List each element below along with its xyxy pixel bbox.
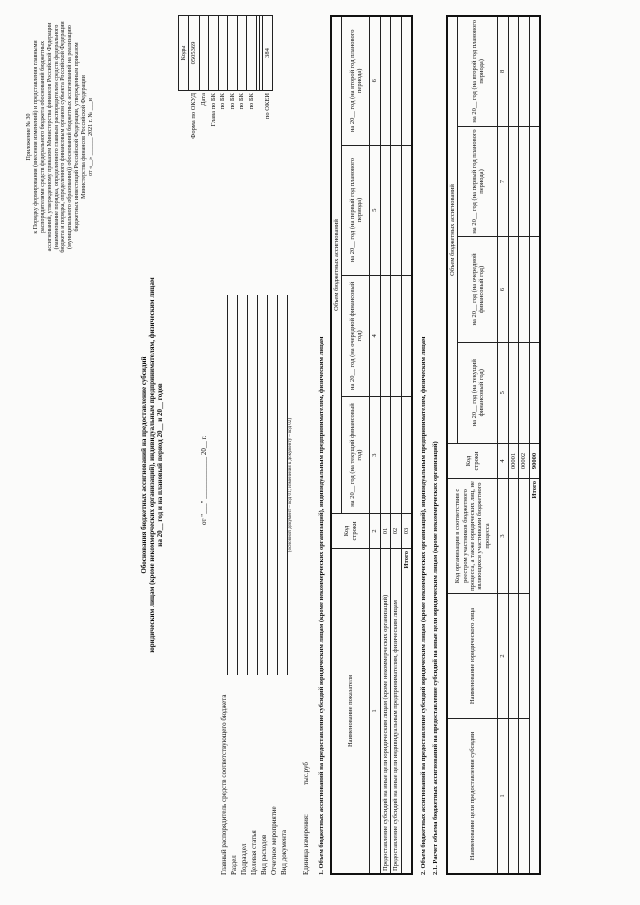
value-cell[interactable]	[508, 719, 518, 875]
total-label: Итого	[529, 479, 540, 875]
total-label: Итого	[401, 549, 412, 875]
appendix-date: от «__» ______ 2021 г. № ___н	[88, 98, 95, 176]
header-field-label: Вид расходов	[259, 834, 268, 875]
codes-value: 384	[262, 16, 272, 91]
row-code: 01	[380, 514, 390, 549]
col-header-year: на 20__ год (на текущий финансовый год)	[458, 342, 498, 443]
value-cell[interactable]	[519, 126, 529, 237]
col-number: 5	[498, 342, 508, 443]
codes-label: Форма по ОКУД	[190, 93, 198, 139]
value-cell[interactable]	[391, 16, 401, 145]
col-number: 4	[370, 275, 380, 396]
col-header-year: на 20__ год (на первый год планового периода)	[342, 145, 370, 275]
value-cell[interactable]	[519, 479, 529, 594]
header-field-line[interactable]	[279, 295, 288, 675]
codes-value	[247, 16, 256, 91]
appendix-block	[26, 17, 95, 257]
value-cell[interactable]	[391, 275, 401, 396]
value-cell[interactable]	[401, 397, 412, 514]
codes-value	[218, 16, 227, 91]
codes-header: Коды	[179, 16, 189, 91]
value-cell[interactable]	[529, 126, 540, 237]
appendix-line: бюджетных инвестиций Российской Федерации, утвержденным приказом	[74, 42, 81, 232]
header-field-label: Главный распорядитель средств соответствующего бюджета	[219, 694, 228, 875]
row-code: 02	[391, 514, 401, 549]
codes-value	[209, 16, 218, 91]
col-number: 8	[498, 16, 508, 126]
unit-value: тыс.руб	[301, 762, 310, 785]
unit-row	[302, 295, 310, 875]
value-cell[interactable]	[529, 342, 540, 443]
value-cell[interactable]	[529, 16, 540, 126]
table-row	[508, 16, 518, 874]
total-row	[529, 16, 540, 874]
row-code: 00001	[508, 444, 518, 479]
col-header-code: Код строки	[331, 514, 370, 549]
section2-title: 2. Объем бюджетных ассигнований на предоставление субсидий юридическим лицам (кроме некоммерческих организаций), индивидуальным предпринимателям, физическим лицам	[420, 336, 427, 875]
header-field-row	[218, 295, 228, 875]
header-field-line[interactable]	[239, 295, 248, 675]
col-header-year: на 20__ год (на второй год планового периода)	[458, 16, 498, 126]
col-header-year: на 20__ год (на первый год планового периода)	[458, 126, 498, 237]
header-fields	[218, 295, 310, 875]
header-field-label: Подраздел	[239, 843, 248, 875]
doc-type-hint: (основной документ – код 01; изменения к документу – код 02)	[288, 417, 293, 553]
section2-subtitle: 2.1. Расчет объема бюджетных ассигнований на предоставление субсидий на иные цели юридическим лицам (кроме некоммерческих организаций)	[432, 441, 439, 875]
row-code: 00002	[519, 444, 529, 479]
section1-title: 1. Объем бюджетных ассигнований на предоставление субсидий юридическим лицам (кроме некоммерческих организаций), индивидуальным предпринимателям, физическим лицам	[318, 336, 325, 875]
value-cell[interactable]	[391, 397, 401, 514]
title-line-3: на 20__ год и на плановый период 20__ и 20__ годов	[156, 383, 165, 547]
value-cell[interactable]	[401, 275, 412, 396]
title-line-2: юридическим лицам (кроме некоммерческих организаций), индивидуальным предпринимателям, физическим лицам	[148, 277, 157, 653]
codes-table	[178, 15, 273, 285]
total-code: 90000	[529, 444, 540, 479]
value-cell[interactable]	[508, 126, 518, 237]
header-field-line[interactable]	[249, 295, 258, 675]
col-header-name: Наименование показателя	[331, 549, 370, 875]
col-number: 2	[370, 514, 380, 549]
col-header-year: на 20__ год (на текущий финансовый год)	[342, 397, 370, 514]
codes-label: по БК	[219, 93, 227, 110]
col-number: 1	[370, 549, 380, 875]
col-number: 5	[370, 145, 380, 275]
appendix-line: ассигнований, утвержденному приказом Министерства финансов Российской Федерации	[46, 22, 53, 252]
value-cell[interactable]	[401, 145, 412, 275]
header-field-label: Целевая статья	[249, 830, 258, 875]
header-field-line[interactable]	[229, 295, 238, 675]
header-field-label: Раздел	[229, 855, 238, 875]
codes-label: по БК	[247, 93, 255, 110]
table-row	[391, 16, 401, 874]
appendix-number: Приложение № 30	[26, 113, 32, 161]
value-cell[interactable]	[401, 16, 412, 145]
value-cell[interactable]	[519, 719, 529, 875]
table-row	[519, 16, 529, 874]
appendix-line: Министерства финансов Российской Федерации	[81, 75, 88, 199]
total-code: 03	[401, 514, 412, 549]
value-cell[interactable]	[529, 237, 540, 342]
col-number: 3	[498, 479, 508, 594]
document-title	[140, 205, 164, 725]
value-cell[interactable]	[380, 275, 390, 396]
col-header-year: на 20__ год (на второй год планового периода)	[342, 16, 370, 145]
appendix-line: бюджета и порядка, определенного финансовым органом субъекта Российской Федерации	[60, 21, 67, 253]
col-number: 4	[498, 444, 508, 479]
unit-label: Единица измерения:	[301, 814, 310, 875]
value-cell[interactable]	[519, 237, 529, 342]
appendix-line: к Порядку формирования (внесения изменений) и представления главными	[32, 40, 39, 234]
codes-label: по БК	[238, 93, 246, 110]
header-field-line[interactable]	[219, 295, 228, 675]
col-header-legal: Наименование юридического лица	[447, 594, 498, 719]
value-cell[interactable]	[519, 342, 529, 443]
col-header-goal: Наименование цели предоставления субсидии	[447, 719, 498, 875]
value-cell[interactable]	[508, 479, 518, 594]
header-field-label: Вид документа	[279, 829, 288, 875]
value-cell[interactable]	[508, 342, 518, 443]
section1-table	[330, 15, 413, 875]
value-cell[interactable]	[391, 145, 401, 275]
header-field-row	[268, 295, 278, 875]
codes-value	[237, 16, 246, 91]
header-field-label: Отчетное мероприятие	[269, 806, 278, 875]
header-field-line[interactable]	[259, 295, 268, 675]
codes-label: по БК	[228, 93, 236, 110]
appendix-line: распорядителями средств федерального бюджета обоснований бюджетных	[39, 40, 46, 234]
value-cell[interactable]	[519, 594, 529, 719]
appendix-line: (муниципального образования)) обоснований бюджетных ассигнований на реализацию	[67, 25, 74, 249]
title-line-1: Обоснования бюджетных ассигнований на предоставление субсидий	[140, 356, 148, 574]
col-number: 2	[498, 594, 508, 719]
col-header-reg: Код организации в соответствии с реестром участников бюджетного процесса, а также юридических лиц, не являющихся участниками бюджетного процесса	[447, 479, 498, 594]
header-field-line[interactable]	[269, 295, 278, 675]
total-row	[401, 16, 412, 874]
col-header-group: Объем бюджетных ассигнований	[447, 16, 458, 444]
header-field-row	[238, 295, 248, 875]
col-header-group: Объем бюджетных ассигнований	[331, 16, 342, 514]
col-header-year: на 20__ год (на очередной финансовый год)	[458, 237, 498, 342]
value-cell[interactable]	[380, 145, 390, 275]
value-cell[interactable]	[380, 397, 390, 514]
col-header-year: на 20__ год (на очередной финансовый год)	[342, 275, 370, 396]
value-cell[interactable]	[380, 16, 390, 145]
appendix-line: (наименование порядка, определенного главным распорядителем средств федерального	[53, 24, 60, 250]
section2-table	[446, 15, 541, 875]
from-date-line: от "___" ____________ 20__ г.	[200, 435, 208, 525]
header-field-row	[258, 295, 268, 875]
col-number: 6	[498, 237, 508, 342]
value-cell[interactable]	[519, 16, 529, 126]
col-number: 6	[370, 16, 380, 145]
codes-label: Дата	[200, 93, 208, 106]
codes-value: 0505369	[189, 16, 199, 91]
codes-value	[228, 16, 237, 91]
row-name: Предоставление субсидий на иные цели юридическим лицам (кроме некоммерческих организаций)	[380, 549, 390, 875]
col-header-code: Код строки	[447, 444, 498, 479]
header-field-row	[248, 295, 258, 875]
col-number: 1	[498, 719, 508, 875]
header-field-row	[228, 295, 238, 875]
table-row	[380, 16, 390, 874]
col-number: 7	[498, 126, 508, 237]
row-name: Предоставление субсидий на иные цели индивидуальным предпринимателям, физическим лицам	[391, 549, 401, 875]
value-cell[interactable]	[508, 16, 518, 126]
codes-value	[199, 16, 208, 91]
col-number: 3	[370, 397, 380, 514]
value-cell[interactable]	[508, 237, 518, 342]
codes-label: по ОКЕИ	[263, 93, 271, 120]
header-field-row	[278, 295, 288, 875]
value-cell[interactable]	[508, 594, 518, 719]
codes-label: Глава по БК	[209, 93, 217, 127]
